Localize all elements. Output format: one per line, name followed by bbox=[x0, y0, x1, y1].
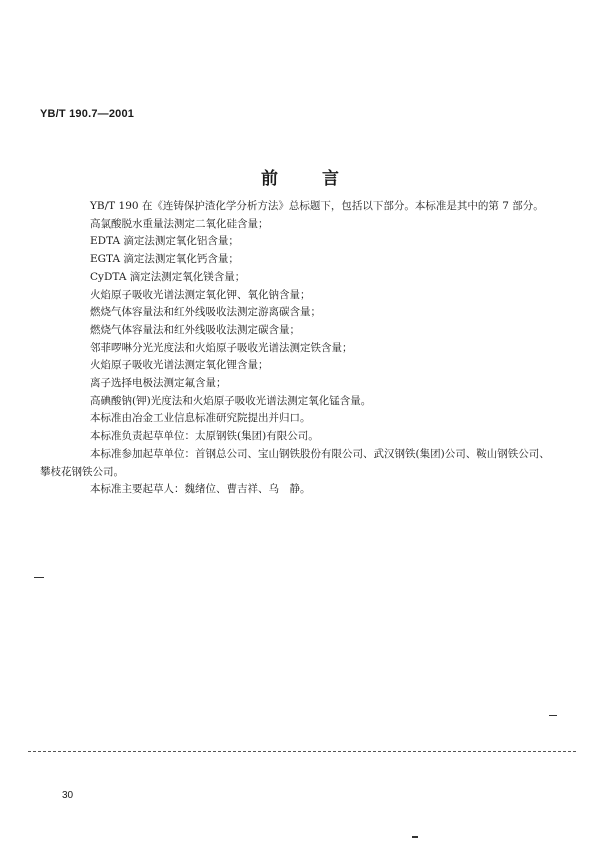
list-item: 离子选择电极法测定氟含量； bbox=[90, 377, 227, 390]
document-body bbox=[40, 198, 560, 499]
intro-paragraph: YB/T 190 在《连铸保护渣化学分析方法》总标题下，包括以下部分。本标准是其中的第 7 部分。 bbox=[90, 200, 544, 212]
margin-mark bbox=[412, 836, 418, 838]
list-item: CyDTA 滴定法测定氧化镁含量； bbox=[90, 270, 246, 283]
page-number: 30 bbox=[62, 790, 74, 801]
list-item: 邻菲啰啉分光光度法和火焰原子吸收光谱法测定铁含量； bbox=[90, 341, 353, 354]
footer-divider bbox=[28, 751, 576, 752]
page-title: 前言 bbox=[261, 169, 383, 189]
participating-units-paragraph: 本标准参加起草单位：首钢总公司、宝山钢铁股份有限公司、武汉钢铁(集团)公司、鞍山钢铁公司、攀枝花钢铁公司。 bbox=[40, 447, 550, 478]
drafters-paragraph: 本标准主要起草人：魏绪位、曹吉祥、乌 静。 bbox=[90, 483, 311, 496]
margin-mark bbox=[549, 715, 557, 716]
list-item: 燃烧气体容量法和红外线吸收法测定碳含量； bbox=[90, 323, 300, 336]
proposing-body-paragraph: 本标准由冶金工业信息标准研究院提出并归口。 bbox=[90, 412, 311, 425]
document-code: YB/T 190.7—2001 bbox=[40, 108, 135, 120]
list-item: EGTA 滴定法测定氧化钙含量； bbox=[90, 253, 239, 266]
list-item: EDTA 滴定法测定氧化铝含量； bbox=[90, 235, 239, 248]
margin-mark bbox=[34, 577, 44, 578]
list-item: 火焰原子吸收光谱法测定氧化锂含量； bbox=[90, 359, 269, 372]
list-item: 火焰原子吸收光谱法测定氧化钾、氧化钠含量； bbox=[90, 288, 311, 301]
list-item: 燃烧气体容量法和红外线吸收法测定游离碳含量； bbox=[90, 306, 321, 319]
drafting-unit-paragraph: 本标准负责起草单位：太原钢铁(集团)有限公司。 bbox=[90, 430, 319, 443]
list-item: 高氯酸脱水重量法测定二氧化硅含量； bbox=[90, 217, 269, 230]
list-item: 高碘酸钠(钾)光度法和火焰原子吸收光谱法测定氧化锰含量。 bbox=[90, 394, 372, 407]
